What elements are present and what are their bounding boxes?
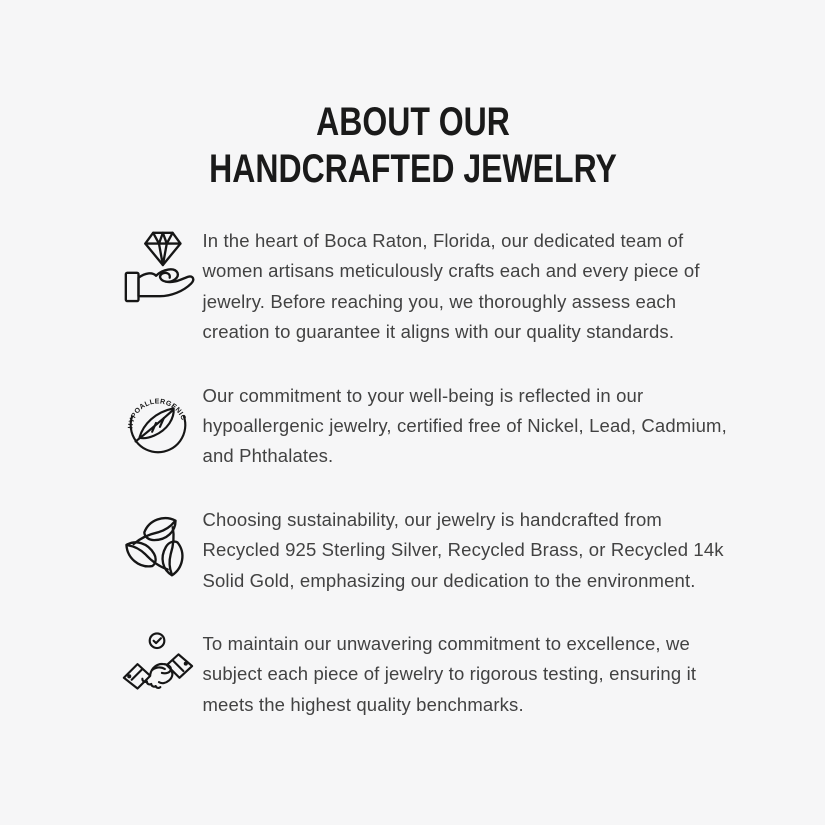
handshake-quality-icon — [113, 629, 203, 708]
text-line: hypoallergenic jewelry, certified free of Nickel, Lead, Cadmium, — [202, 415, 727, 437]
feature-text-craftsmanship — [203, 226, 713, 348]
text-line: In the heart of Boca Raton, Florida, our dedicated team of — [202, 230, 684, 251]
text-line: women artisans meticulously crafts each and every piece of — [202, 260, 700, 282]
page-title — [173, 99, 653, 193]
text-line: Recycled 925 Sterling Silver, Recycled Brass, or Recycled 14k — [202, 539, 724, 561]
page-title-line2: HANDCRAFTED JEWELRY — [208, 147, 617, 191]
text-line: jewelry. Before reaching you, we thoroughly assess each — [202, 290, 677, 312]
feature-row-quality-testing — [113, 629, 713, 720]
feature-row-sustainability — [113, 505, 724, 596]
feature-text-quality-testing — [203, 629, 713, 720]
text-line: Our commitment to your well-being is reflected in our — [202, 384, 644, 406]
text-line: creation to guarantee it aligns with our quality standards. — [202, 321, 675, 343]
hand-holding-diamond-icon — [113, 226, 203, 305]
text-line: To maintain our unwavering commitment to excellence, we — [202, 633, 690, 655]
text-line: subject each piece of jewelry to rigorous testing, ensuring it — [202, 663, 697, 685]
page-title-line1: ABOUT OUR — [315, 100, 510, 144]
feature-row-hypoallergenic — [113, 381, 727, 472]
feature-text-hypoallergenic — [203, 381, 727, 472]
feature-text-sustainability — [203, 505, 724, 596]
text-line: meets the highest quality benchmarks. — [202, 693, 524, 715]
feature-row-craftsmanship — [113, 226, 713, 348]
badge-text: HYPOALLERGENIC — [127, 398, 187, 429]
recycled-leaves-icon — [113, 505, 203, 584]
text-line: Solid Gold, emphasizing our dedication to the environment. — [202, 569, 696, 591]
text-line: Choosing sustainability, our jewelry is handcrafted from — [202, 508, 662, 530]
text-line: and Phthalates. — [202, 445, 334, 467]
hypoallergenic-badge-icon — [113, 381, 203, 460]
about-jewelry-section — [113, 0, 727, 720]
